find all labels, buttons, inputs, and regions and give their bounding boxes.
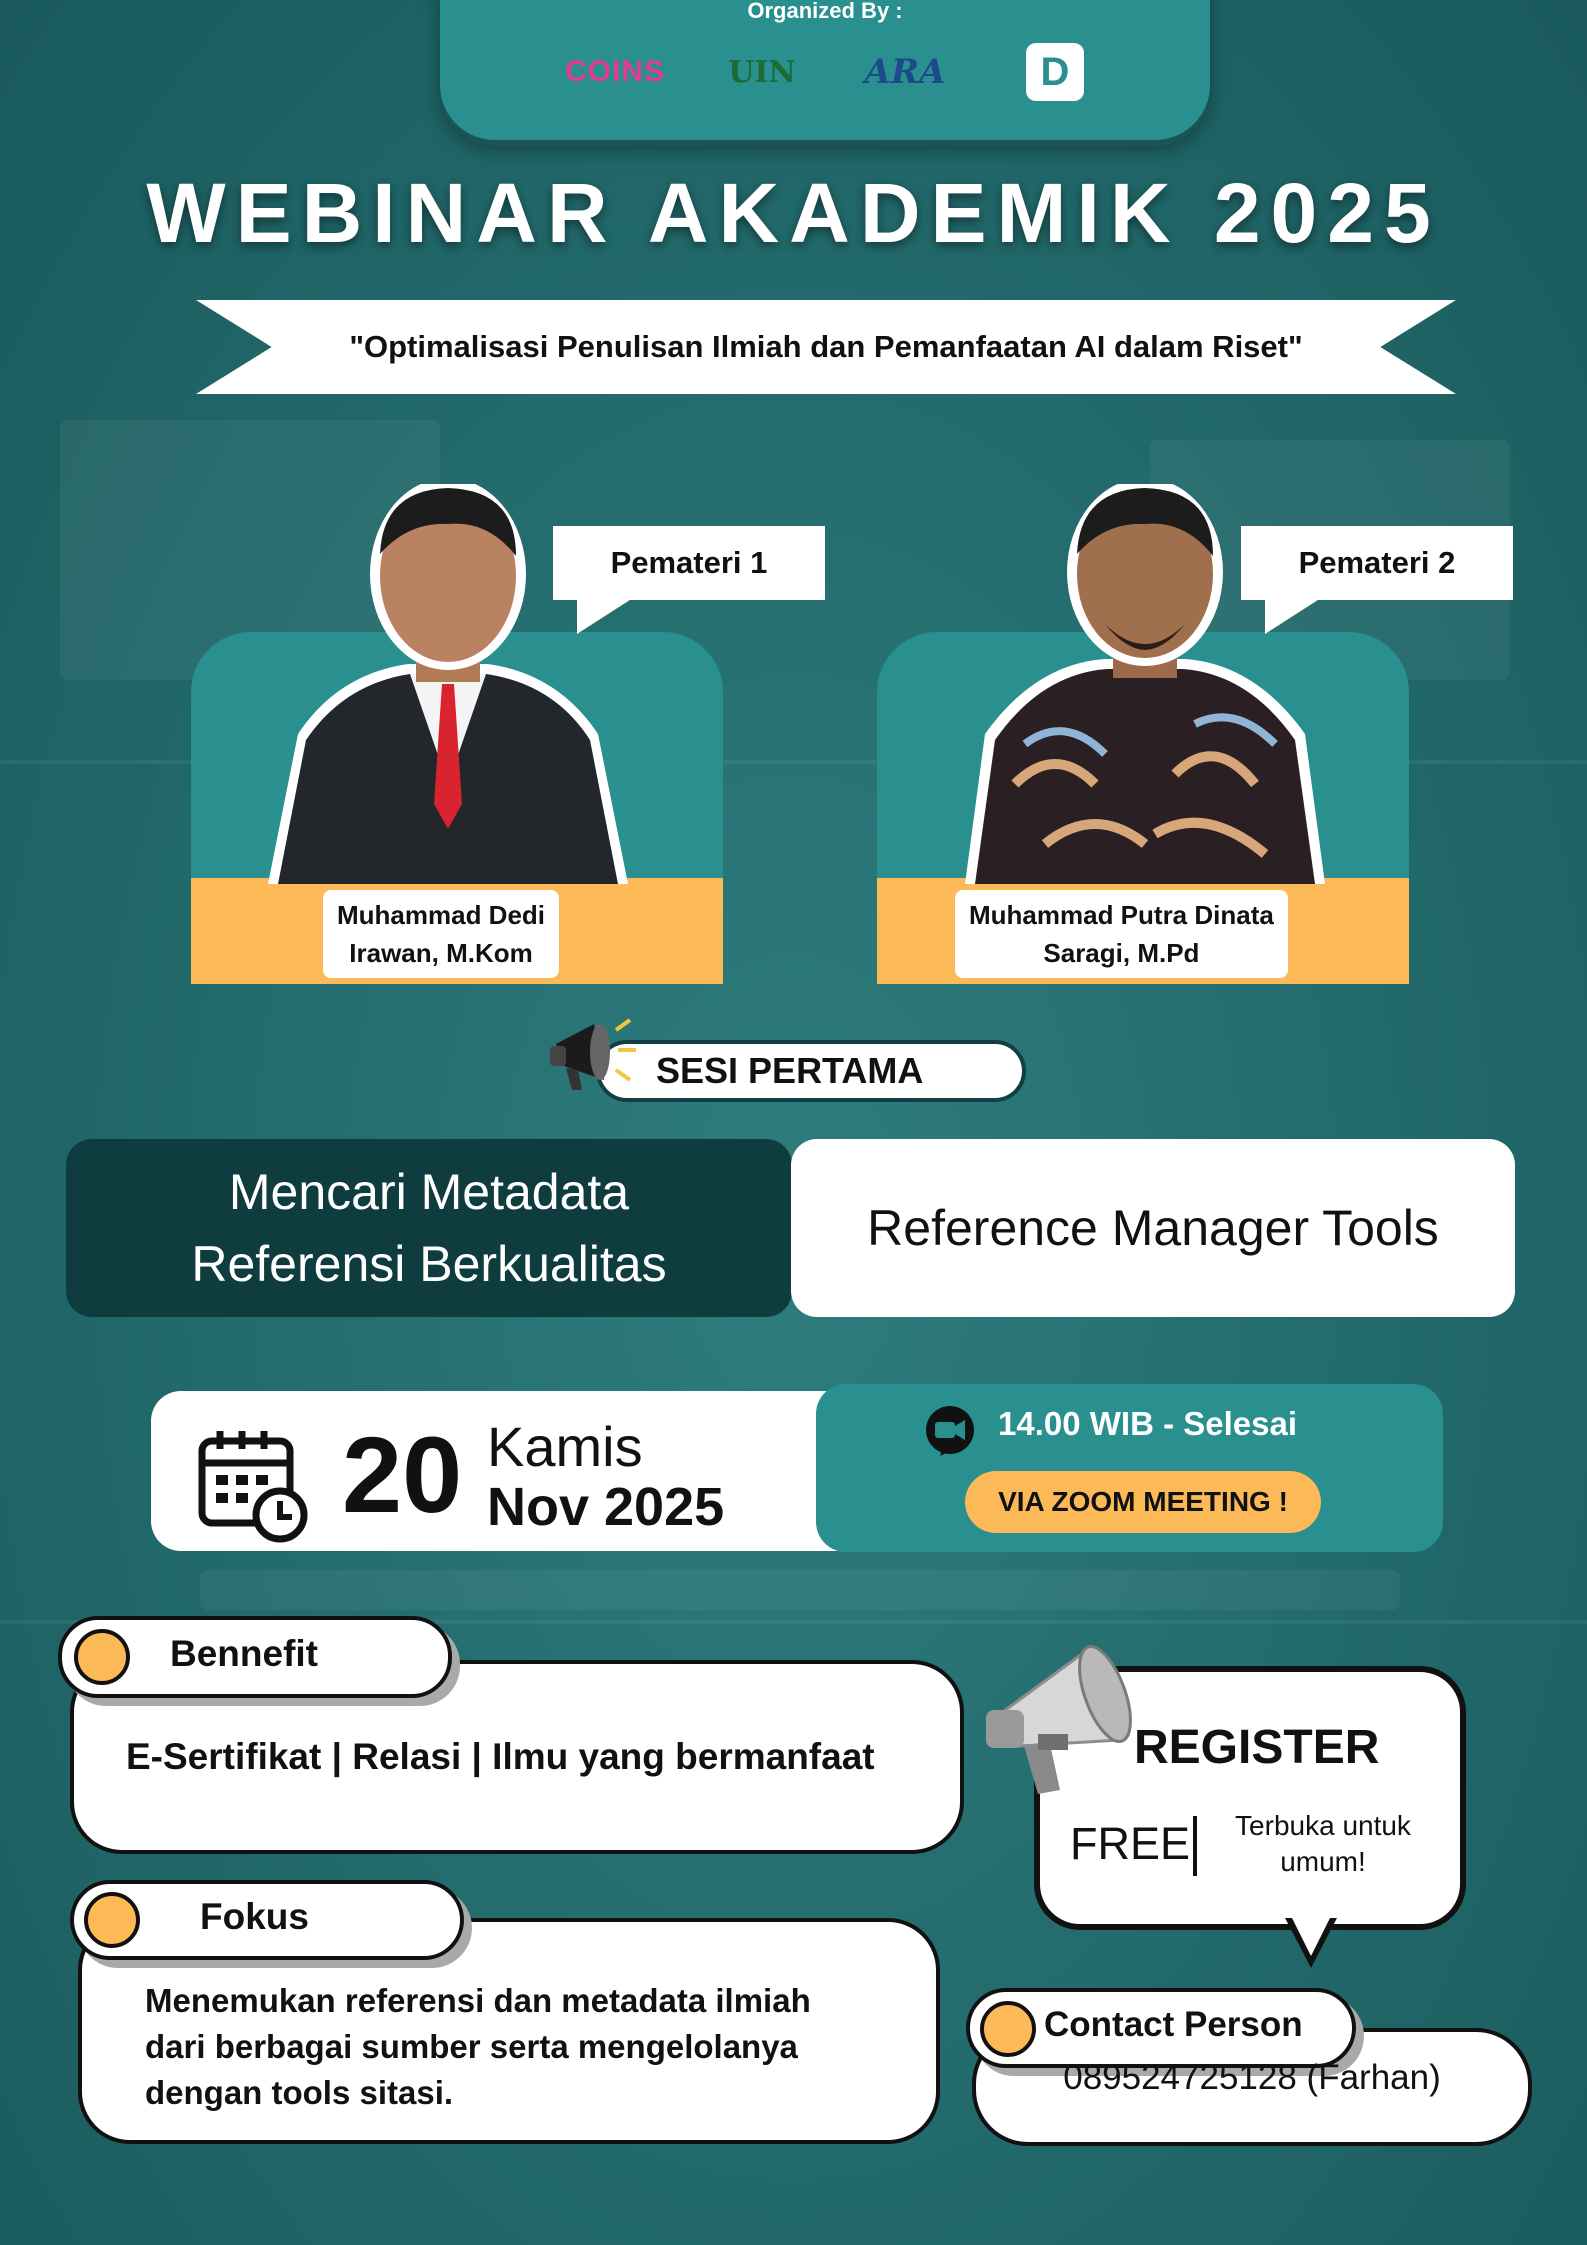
calendar-clock-icon [196,1427,308,1545]
organized-by-label: Organized By : [747,0,903,23]
register-price: FREE [1070,1818,1191,1869]
register-note [1218,1808,1428,1880]
event-time: 14.00 WIB - Selesai [998,1405,1297,1442]
speaker-name-line: Muhammad Putra Dinata [969,900,1274,930]
organizer-header [440,0,1210,140]
benefit-text: E-Sertifikat | Relasi | Ilmu yang bermanfaat [126,1736,875,1777]
bullet-dot-icon [74,1629,130,1685]
focus-label: Fokus [200,1896,309,1937]
zoom-meeting-text: VIA ZOOM MEETING ! [998,1486,1288,1517]
focus-text [145,1978,915,2116]
megaphone-icon [546,1010,638,1100]
event-day: 20 [342,1414,463,1535]
session-label [596,1040,1026,1102]
megaphone-icon [980,1622,1140,1800]
bullet-dot-icon [980,2001,1036,2057]
event-title: WEBINAR AKADEMIK 2025 [146,166,1441,260]
zoom-meeting-badge [965,1471,1321,1533]
speaker-name-line: Irawan, M.Kom [349,938,533,968]
focus-line: dari berbagai sumber serta mengelolanya [145,2028,798,2065]
topic-line: Mencari Metadata [228,1164,630,1220]
topic-line: Referensi Berkualitas [191,1236,667,1292]
speaker-label-text: Pemateri 1 [610,545,768,580]
focus-line: Menemukan referensi dan metadata ilmiah [145,1982,811,2019]
speaker-label-2 [1241,526,1513,600]
topic-text: Reference Manager Tools [867,1200,1439,1256]
topic-reference-manager [791,1139,1515,1317]
benefit-label: Bennefit [170,1633,318,1674]
register-title: REGISTER [1134,1721,1380,1774]
ara-logo: ARA [864,52,946,92]
background-building [200,1570,1400,1610]
video-call-icon [922,1404,978,1460]
speaker-label-text: Pemateri 2 [1298,545,1456,580]
register-note-line: Terbuka untuk [1235,1810,1411,1841]
uin-logo: UIN [728,54,796,90]
speech-tail-inner [1291,1916,1331,1956]
speaker-name-1 [323,890,559,978]
event-weekday: Kamis [487,1415,643,1478]
event-month-year: Nov 2025 [487,1477,725,1537]
session-label-text: SESI PERTAMA [656,1050,924,1091]
register-divider [1193,1816,1197,1876]
d-logo-mark: D [1026,43,1084,101]
speaker-name-2 [955,890,1288,978]
speaker-name-line: Saragi, M.Pd [1043,938,1200,968]
speaker-name-line: Muhammad Dedi [337,900,546,930]
focus-line: dengan tools sitasi. [145,2074,454,2111]
event-theme: "Optimalisasi Penulisan Ilmiah dan Pemanfaatan AI dalam Riset" [349,329,1303,364]
coins-logo: COINS [564,55,665,88]
contact-label: Contact Person [1044,2005,1303,2044]
d-logo [1025,42,1085,102]
register-note-line: umum! [1280,1846,1366,1877]
speaker-label-1 [553,526,825,600]
contact-phone[interactable]: 089524725128 (Farhan) [1063,2058,1441,2097]
bullet-dot-icon [84,1892,140,1948]
topic-metadata [66,1139,792,1317]
